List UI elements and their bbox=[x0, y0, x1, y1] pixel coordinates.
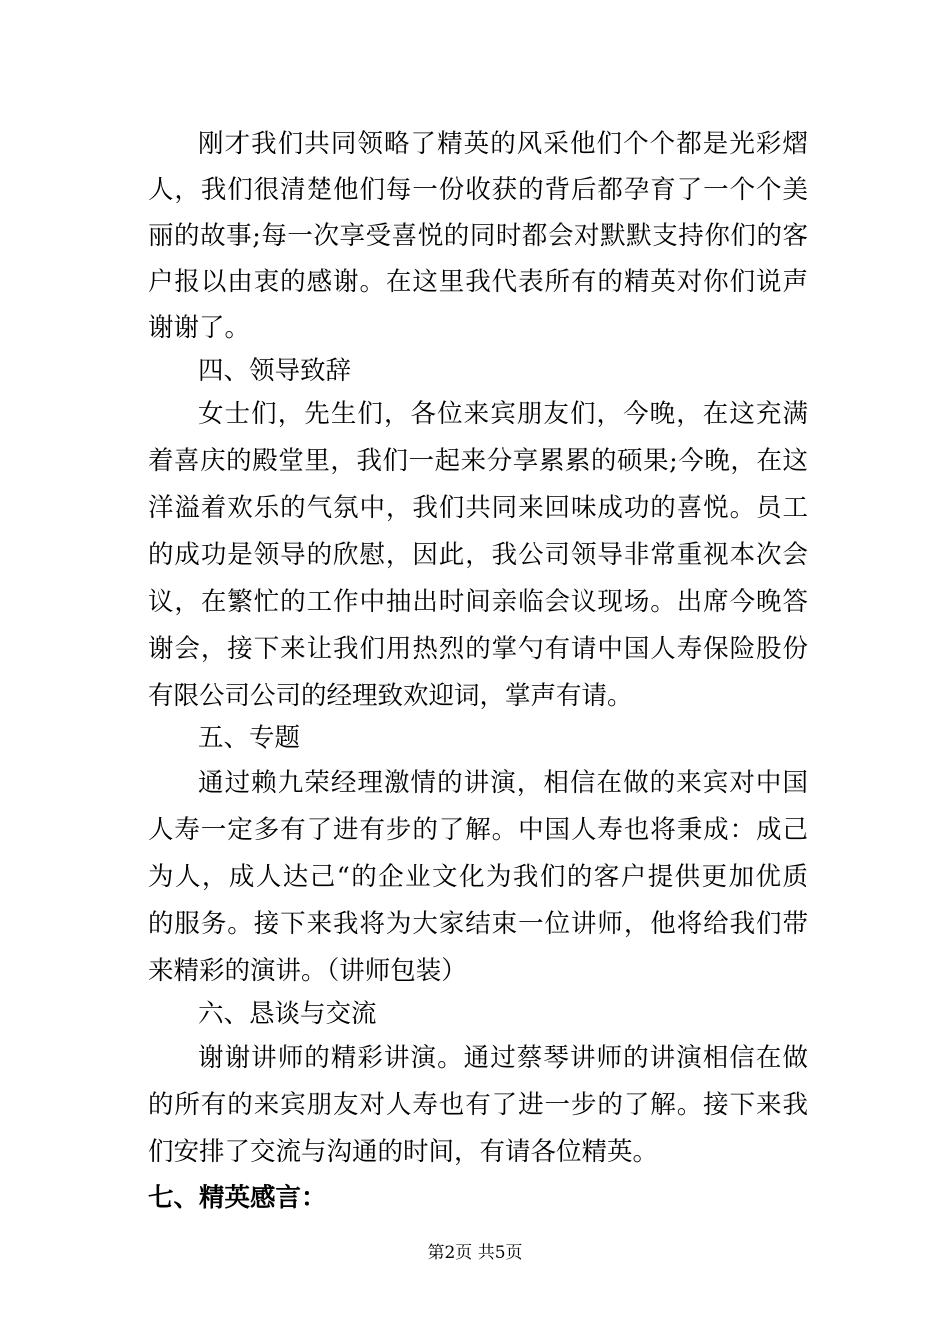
paragraph-line: 的服务。接下来我将为大家结束一位讲师，他将给我们带 bbox=[148, 909, 808, 939]
paragraph-line: 户报以由衷的感谢。在这里我代表所有的精英对你们说声 bbox=[148, 267, 808, 297]
paragraph-line: 女士们，先生们，各位来宾朋友们，今晚，在这充满 bbox=[198, 399, 808, 429]
paragraph-line: 丽的故事;每一次享受喜悦的同时都会对默默支持你们的客 bbox=[148, 221, 808, 251]
paragraph-line: 们安排了交流与沟通的时间，有请各位精英。 bbox=[148, 1137, 659, 1167]
paragraph-line: 谢谢了。 bbox=[148, 313, 251, 343]
paragraph-line: 着喜庆的殿堂里，我们一起来分享累累的硕果;今晚，在这 bbox=[148, 446, 808, 476]
paragraph-line: 人寿一定多有了进有步的了解。中国人寿也将秉成：成己 bbox=[148, 815, 808, 845]
paragraph-line: 谢会，接下来让我们用热烈的掌勺有请中国人寿保险股份 bbox=[148, 634, 808, 664]
paragraph-line: 为人，成人达己“的企业文化为我们的客户提供更加优质 bbox=[148, 862, 808, 892]
section-heading: 七、精英感言： bbox=[148, 1183, 327, 1213]
paragraph-line: 来精彩的演讲。（讲师包装） bbox=[148, 956, 467, 986]
paragraph-line: 谢谢讲师的精彩讲演。通过蔡琴讲师的讲演相信在做 bbox=[198, 1043, 808, 1073]
paragraph-line: 有限公司公司的经理致欢迎词，掌声有请。 bbox=[148, 681, 633, 711]
paragraph-line: 通过赖九荣经理激情的讲演，相信在做的来宾对中国 bbox=[198, 768, 808, 798]
paragraph-line: 洋溢着欢乐的气氛中，我们共同来回味成功的喜悦。员工 bbox=[148, 493, 808, 523]
paragraph-line: 的所有的来宾朋友对人寿也有了进一步的了解。接下来我 bbox=[148, 1090, 808, 1120]
paragraph-line: 议，在繁忙的工作中抽出时间亲临会议现场。出席今晚答 bbox=[148, 587, 808, 617]
paragraph-line: 刚才我们共同领略了精英的风采他们个个都是光彩熠 bbox=[198, 129, 808, 159]
section-heading: 四、领导致辞 bbox=[198, 356, 352, 386]
page-number-footer: 第2页 共5页 bbox=[427, 1243, 523, 1263]
section-heading: 五、专题 bbox=[198, 723, 301, 753]
paragraph-line: 的成功是领导的欣慰，因此，我公司领导非常重视本次会 bbox=[148, 540, 808, 570]
section-heading: 六、恳谈与交流 bbox=[198, 999, 377, 1029]
paragraph-line: 人，我们很清楚他们每一份收获的背后都孕育了一个个美 bbox=[148, 175, 808, 205]
